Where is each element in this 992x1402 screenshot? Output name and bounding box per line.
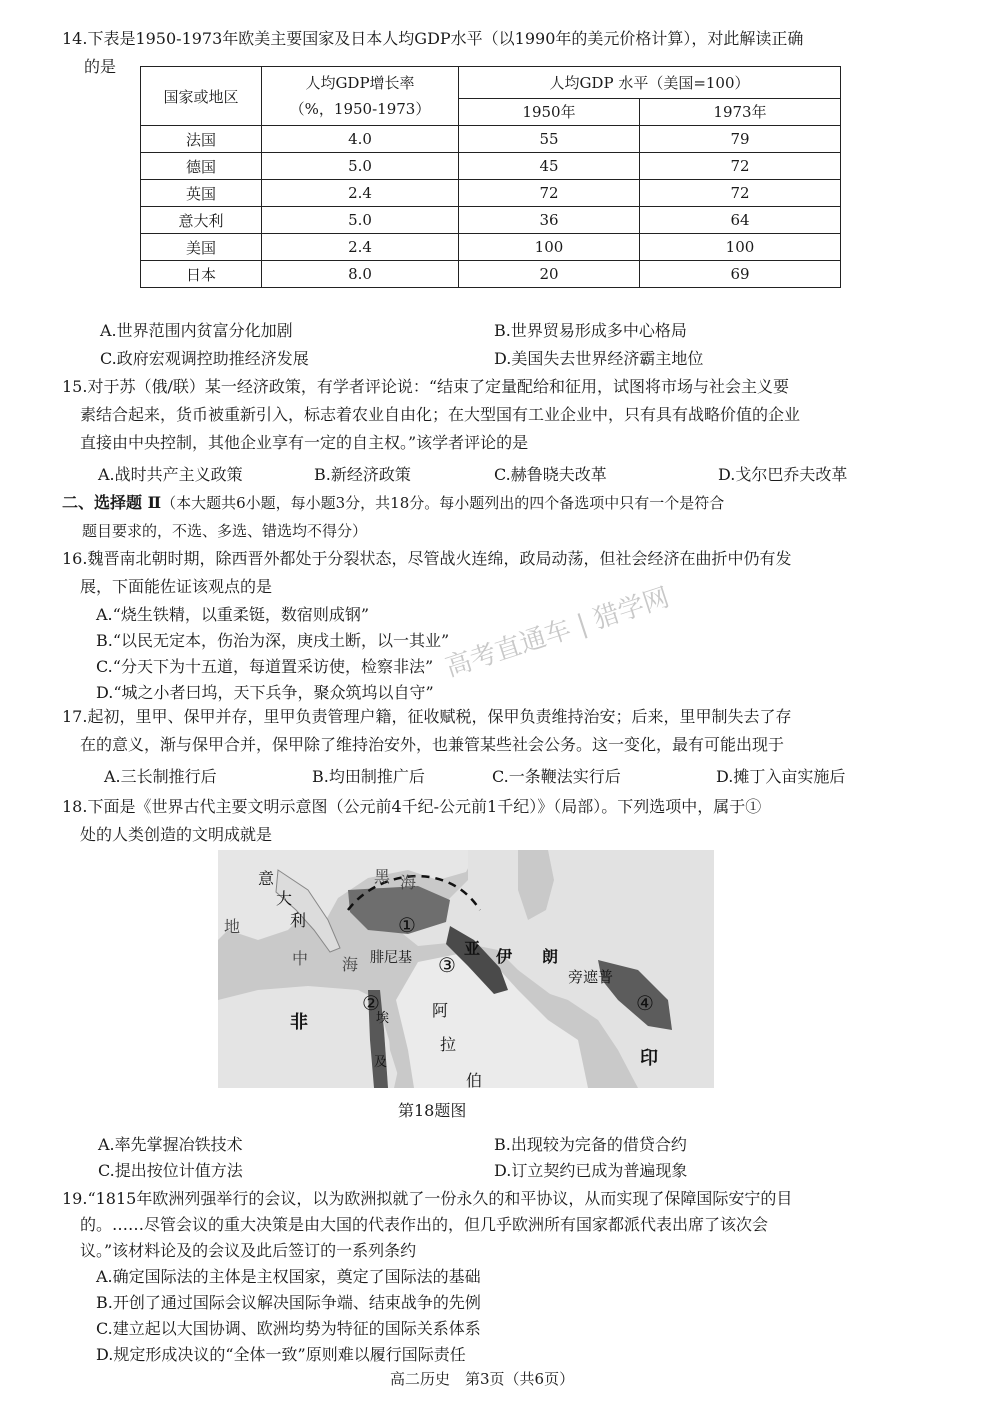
header-growth bbox=[262, 67, 459, 126]
header-growth-line2: （%，1950-1973） bbox=[289, 100, 431, 118]
q17-line1: 17.起初，里甲、保甲并存，里甲负责管理户籍，征收赋税，保甲负责维持治安；后来，里甲制失去了存 bbox=[62, 707, 792, 726]
section-2-title: 二、选择题 Ⅱ bbox=[62, 493, 162, 512]
q19-option-c[interactable]: C.建立起以大国协调、欧洲均势为特征的国际关系体系 bbox=[96, 1319, 481, 1338]
label-med-2: 中 bbox=[292, 949, 309, 968]
marker-4: ④ bbox=[636, 991, 654, 1015]
q14-option-c[interactable]: C.政府宏观调控助推经济发展 bbox=[100, 349, 309, 368]
q15-line2: 素结合起来，货币被重新引入，标志着农业自由化；在大型国有工业企业中，只有具有战略价值的企业 bbox=[80, 405, 801, 424]
q15-option-d[interactable]: D.戈尔巴乔夫改革 bbox=[718, 465, 848, 484]
table-row bbox=[141, 207, 841, 234]
q19-line3: 议。”该材料论及的会议及此后签订的一系列条约 bbox=[80, 1241, 417, 1260]
header-country: 国家或地区 bbox=[141, 67, 262, 126]
label-africa: 非 bbox=[290, 1012, 308, 1033]
label-asia: 亚 bbox=[464, 939, 481, 958]
cell-1973: 69 bbox=[640, 261, 841, 288]
gdp-table bbox=[140, 66, 841, 288]
q16-option-a[interactable]: A.“烧生铁精，以重柔铤，数宿则成钢” bbox=[96, 605, 370, 624]
cell-1973: 64 bbox=[640, 207, 841, 234]
label-arabia-3: 伯 bbox=[466, 1071, 483, 1088]
q15-option-b[interactable]: B.新经济政策 bbox=[314, 465, 411, 484]
label-iran-1: 伊 bbox=[496, 947, 513, 966]
table-row bbox=[141, 126, 841, 153]
header-1950: 1950年 bbox=[459, 98, 640, 125]
label-iran-2: 朗 bbox=[542, 947, 559, 966]
q19-line1: 19.“1815年欧洲列强举行的会议，以为欧洲拟就了一份永久的和平协议，从而实现了保障国际安宁的目 bbox=[62, 1189, 793, 1208]
q19-option-d[interactable]: D.规定形成决议的“全体一致”原则难以履行国际责任 bbox=[96, 1345, 466, 1364]
q17-option-a[interactable]: A.三长制推行后 bbox=[104, 767, 217, 786]
q16-option-b[interactable]: B.“以民无定本，伤治为深，庚戌土断，以一其业” bbox=[96, 631, 450, 650]
cell-1950: 72 bbox=[459, 180, 640, 207]
cell-country: 英国 bbox=[141, 180, 262, 207]
q15-line3: 直接由中央控制，其他企业享有一定的自主权。”该学者评论的是 bbox=[80, 433, 529, 452]
q15-line1: 15.对于苏（俄/联）某一经济政策，有学者评论说：“结束了定量配给和征用，试图将市场与社会主义要 bbox=[62, 377, 790, 396]
q19-line2: 的。……尽管会议的重大决策是由大国的代表作出的，但几乎欧洲所有国家都派代表出席了该次会 bbox=[80, 1215, 769, 1234]
q16-option-d[interactable]: D.“城之小者曰坞，天下兵争，聚众筑坞以自守” bbox=[96, 683, 434, 702]
q18-line1: 18.下面是《世界古代主要文明示意图（公元前4千纪-公元前1千纪）》（局部）。下列选项中，属于① bbox=[62, 797, 762, 816]
marker-2: ② bbox=[362, 991, 380, 1015]
marker-3: ③ bbox=[438, 953, 456, 977]
cell-1973: 100 bbox=[640, 234, 841, 261]
cell-1950: 36 bbox=[459, 207, 640, 234]
table-row bbox=[141, 153, 841, 180]
cell-1973: 79 bbox=[640, 126, 841, 153]
q18-option-a[interactable]: A.率先掌握冶铁技术 bbox=[98, 1135, 243, 1154]
label-arabia-2: 拉 bbox=[440, 1035, 457, 1054]
label-arabia-1: 阿 bbox=[432, 1001, 449, 1020]
cell-growth: 4.0 bbox=[262, 126, 459, 153]
q17-option-b[interactable]: B.均田制推广后 bbox=[312, 767, 425, 786]
q18-option-c[interactable]: C.提出按位计值方法 bbox=[98, 1161, 243, 1180]
cell-growth: 2.4 bbox=[262, 180, 459, 207]
cell-1950: 100 bbox=[459, 234, 640, 261]
label-italy-3: 利 bbox=[290, 911, 307, 930]
cell-1973: 72 bbox=[640, 153, 841, 180]
cell-1950: 55 bbox=[459, 126, 640, 153]
header-level: 人均GDP 水平（美国=100） bbox=[459, 67, 841, 99]
q16-line2: 展，下面能佐证该观点的是 bbox=[80, 577, 273, 596]
label-italy-2: 大 bbox=[276, 889, 293, 908]
ancient-civilization-map bbox=[218, 850, 714, 1088]
cell-1950: 20 bbox=[459, 261, 640, 288]
q17-line2: 在的意义，渐与保甲合并，保甲除了维持治安外，也兼管某些社会公务。这一变化，最有可能出现于 bbox=[80, 735, 785, 754]
label-india: 印 bbox=[640, 1048, 658, 1069]
cell-country: 意大利 bbox=[141, 207, 262, 234]
label-med-1: 地 bbox=[224, 917, 241, 936]
cell-country: 法国 bbox=[141, 126, 262, 153]
cell-country: 日本 bbox=[141, 261, 262, 288]
cell-1973: 72 bbox=[640, 180, 841, 207]
label-black-sea: 黑 bbox=[374, 867, 391, 886]
label-phoenicia: 腓尼基 bbox=[370, 950, 412, 966]
label-punjab: 旁遮普 bbox=[568, 968, 614, 986]
cell-1950: 45 bbox=[459, 153, 640, 180]
q18-line2: 处的人类创造的文明成就是 bbox=[80, 825, 273, 844]
cell-growth: 2.4 bbox=[262, 234, 459, 261]
cell-growth: 8.0 bbox=[262, 261, 459, 288]
label-egypt-2: 及 bbox=[374, 1055, 388, 1070]
q15-option-c[interactable]: C.赫鲁晓夫改革 bbox=[494, 465, 607, 484]
header-1973: 1973年 bbox=[640, 98, 841, 125]
q15-option-a[interactable]: A.战时共产主义政策 bbox=[98, 465, 243, 484]
q14-option-b[interactable]: B.世界贸易形成多中心格局 bbox=[494, 321, 687, 340]
q16-line1: 16.魏晋南北朝时期，除西晋外都处于分裂状态，尽管战火连绵，政局动荡，但社会经济在曲折中仍有发 bbox=[62, 549, 792, 568]
q17-option-d[interactable]: D.摊丁入亩实施后 bbox=[716, 767, 846, 786]
q14-stem-line2: 的是 bbox=[84, 57, 117, 76]
label-med-3: 海 bbox=[342, 955, 359, 974]
q18-option-d[interactable]: D.订立契约已成为普遍现象 bbox=[494, 1161, 688, 1180]
q19-option-a[interactable]: A.确定国际法的主体是主权国家，奠定了国际法的基础 bbox=[96, 1267, 481, 1286]
table-row bbox=[141, 234, 841, 261]
cell-growth: 5.0 bbox=[262, 153, 459, 180]
marker-1: ① bbox=[398, 913, 416, 937]
q18-option-b[interactable]: B.出现较为完备的借贷合约 bbox=[494, 1135, 687, 1154]
q14-option-d[interactable]: D.美国失去世界经济霸主地位 bbox=[494, 349, 704, 368]
page-footer: 高二历史 第3页（共6页） bbox=[390, 1370, 575, 1388]
table-row bbox=[141, 180, 841, 207]
label-black-sea-2: 海 bbox=[400, 873, 417, 892]
header-growth-line1: 人均GDP增长率 bbox=[305, 74, 415, 92]
cell-country: 德国 bbox=[141, 153, 262, 180]
cell-country: 美国 bbox=[141, 234, 262, 261]
section-2-desc1: （本大题共6小题，每小题3分，共18分。每小题列出的四个备选项中只有一个是符合 bbox=[161, 494, 725, 512]
label-italy-1: 意 bbox=[258, 869, 275, 888]
table-row bbox=[141, 261, 841, 288]
q14-stem-line1: 14.下表是1950-1973年欧美主要国家及日本人均GDP水平（以1990年的美元价格计算），对此解读正确 bbox=[62, 29, 804, 48]
q19-option-b[interactable]: B.开创了通过国际会议解决国际争端、结束战争的先例 bbox=[96, 1293, 481, 1312]
watermark: 高考直通车 | 猎学网 bbox=[441, 582, 673, 684]
map-caption: 第18题图 bbox=[398, 1101, 467, 1120]
section-2-heading bbox=[62, 490, 724, 516]
label-egypt-1: 埃 bbox=[376, 1011, 390, 1026]
section-2-desc2: 题目要求的，不选、多选、错选均不得分） bbox=[82, 522, 368, 540]
q14-option-a[interactable]: A.世界范围内贫富分化加剧 bbox=[100, 321, 293, 340]
q16-option-c[interactable]: C.“分天下为十五道，每道置采访使，检察非法” bbox=[96, 657, 434, 676]
cell-growth: 5.0 bbox=[262, 207, 459, 234]
q17-option-c[interactable]: C.一条鞭法实行后 bbox=[492, 767, 621, 786]
